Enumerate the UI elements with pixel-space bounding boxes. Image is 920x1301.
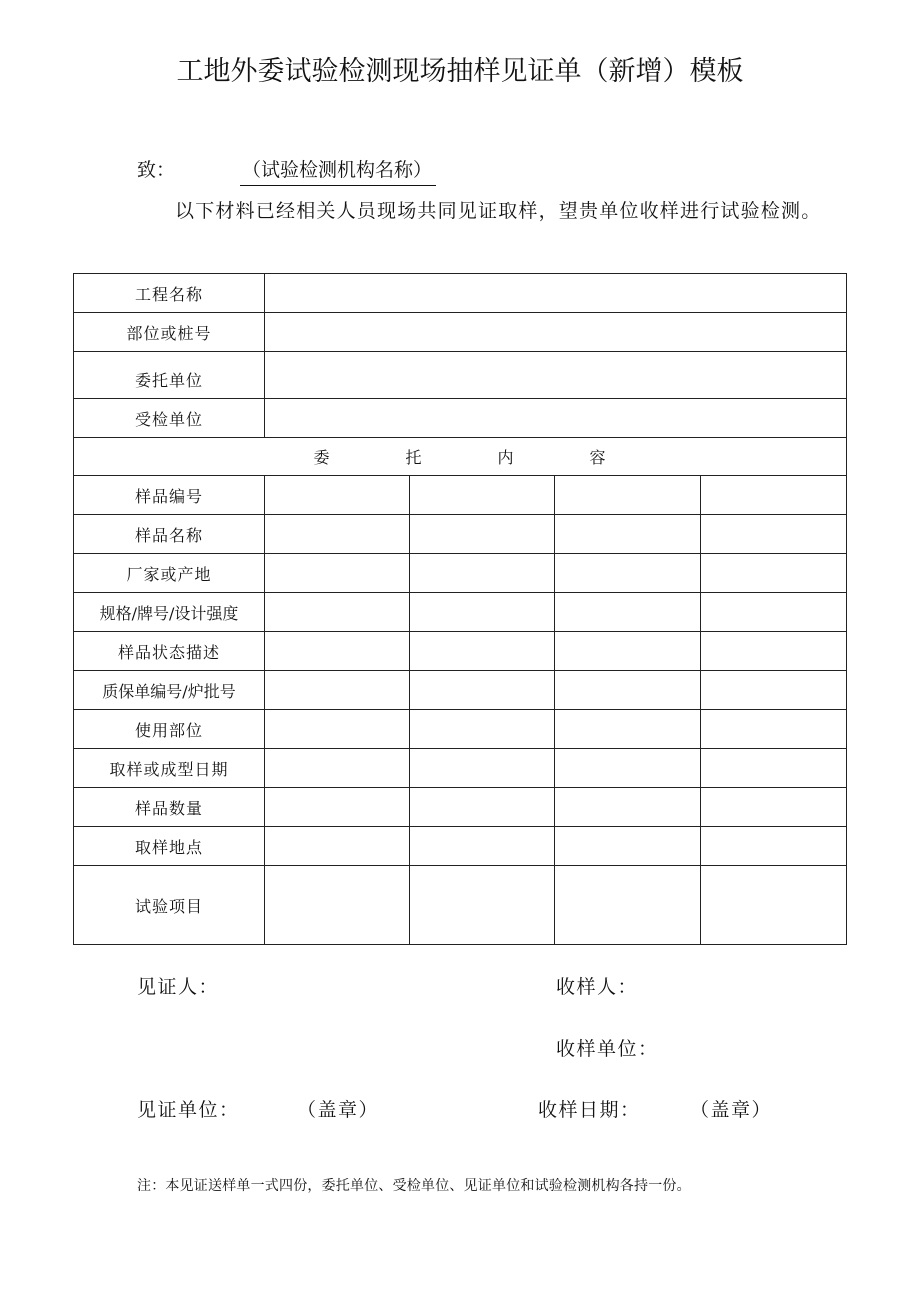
row-label: 规格/牌号/设计强度 <box>74 593 265 632</box>
sample-cell[interactable] <box>555 749 701 788</box>
sample-cell[interactable] <box>265 515 410 554</box>
row-label: 厂家或产地 <box>74 554 265 593</box>
sample-cell[interactable] <box>555 710 701 749</box>
row-label: 样品状态描述 <box>74 632 265 671</box>
section-header <box>74 438 847 476</box>
addressee-label: 致： <box>137 159 176 181</box>
row-label: 使用部位 <box>74 710 265 749</box>
sample-cell[interactable] <box>265 827 410 866</box>
sample-cell[interactable] <box>265 632 410 671</box>
sample-cell[interactable] <box>701 632 847 671</box>
sample-cell[interactable] <box>701 749 847 788</box>
addressee-org-field[interactable]: （试验检测机构名称） <box>240 155 436 186</box>
sample-cell[interactable] <box>265 671 410 710</box>
sample-cell[interactable] <box>410 476 555 515</box>
row-label: 试验项目 <box>74 866 265 945</box>
sample-cell[interactable] <box>410 788 555 827</box>
sample-cell[interactable] <box>265 554 410 593</box>
sample-cell[interactable] <box>701 827 847 866</box>
receive-date-label: 收样日期： <box>538 1099 641 1121</box>
sample-cell[interactable] <box>555 827 701 866</box>
sample-cell[interactable] <box>555 866 701 945</box>
section-header-char: 托 <box>405 448 423 467</box>
sample-cell[interactable] <box>701 710 847 749</box>
row-label: 部位或桩号 <box>74 313 265 352</box>
table-row <box>74 554 847 593</box>
sample-cell[interactable] <box>410 632 555 671</box>
sample-cell[interactable] <box>555 788 701 827</box>
table-row <box>74 593 847 632</box>
table-row <box>74 352 847 399</box>
sample-cell[interactable] <box>555 632 701 671</box>
document-title: 工地外委试验检测现场抽样见证单（新增）模板 <box>176 56 744 87</box>
sample-cell[interactable] <box>410 866 555 945</box>
receiver-unit-label: 收样单位： <box>556 1038 659 1060</box>
sample-cell[interactable] <box>555 554 701 593</box>
sample-cell[interactable] <box>410 515 555 554</box>
sample-cell[interactable] <box>701 671 847 710</box>
sample-cell[interactable] <box>410 554 555 593</box>
sample-cell[interactable] <box>265 593 410 632</box>
sample-cell[interactable] <box>555 476 701 515</box>
table-row <box>74 476 847 515</box>
footnote: 注：本见证送样单一式四份，委托单位、受检单位、见证单位和试验检测机构各持一份。 <box>137 1178 691 1194</box>
sample-cell[interactable] <box>555 593 701 632</box>
table-row <box>74 274 847 313</box>
row-label: 取样地点 <box>74 827 265 866</box>
table-row <box>74 788 847 827</box>
row-label: 样品数量 <box>74 788 265 827</box>
section-header-row <box>74 438 847 476</box>
sample-cell[interactable] <box>265 788 410 827</box>
seal-left-label: （盖章） <box>297 1099 380 1121</box>
table-row <box>74 710 847 749</box>
row-label: 质保单编号/炉批号 <box>74 671 265 710</box>
section-header-char: 内 <box>497 448 515 467</box>
table-row <box>74 671 847 710</box>
section-header-char: 委 <box>313 448 331 467</box>
table-row <box>74 632 847 671</box>
intro-paragraph: 以下材料已经相关人员现场共同见证取样，望贵单位收样进行试验检测。 <box>175 200 822 222</box>
sample-cell[interactable] <box>410 671 555 710</box>
sample-cell[interactable] <box>701 476 847 515</box>
sample-cell[interactable] <box>410 593 555 632</box>
location-field[interactable] <box>265 313 847 352</box>
row-label: 样品编号 <box>74 476 265 515</box>
table-row <box>74 399 847 438</box>
sampling-form-table <box>73 273 847 945</box>
table-row <box>74 827 847 866</box>
table-row <box>74 515 847 554</box>
sample-cell[interactable] <box>410 749 555 788</box>
client-unit-field[interactable] <box>265 352 847 399</box>
sample-cell[interactable] <box>701 866 847 945</box>
sample-cell[interactable] <box>701 515 847 554</box>
sample-cell[interactable] <box>555 515 701 554</box>
sample-cell[interactable] <box>265 749 410 788</box>
sample-cell[interactable] <box>410 827 555 866</box>
receiver-person-label: 收样人： <box>556 976 639 998</box>
witness-unit-label: 见证单位： <box>137 1099 240 1121</box>
table-row <box>74 866 847 945</box>
row-label: 工程名称 <box>74 274 265 313</box>
sample-cell[interactable] <box>265 710 410 749</box>
witness-person-label: 见证人： <box>137 976 220 998</box>
row-label: 受检单位 <box>74 399 265 438</box>
sample-cell[interactable] <box>555 671 701 710</box>
sample-cell[interactable] <box>701 593 847 632</box>
section-header-char: 容 <box>589 448 607 467</box>
seal-right-label: （盖章） <box>690 1099 773 1121</box>
row-label: 取样或成型日期 <box>74 749 265 788</box>
sample-cell[interactable] <box>701 788 847 827</box>
inspected-unit-field[interactable] <box>265 399 847 438</box>
table-row <box>74 313 847 352</box>
row-label: 委托单位 <box>74 352 265 399</box>
row-label: 样品名称 <box>74 515 265 554</box>
table-row <box>74 749 847 788</box>
sample-cell[interactable] <box>701 554 847 593</box>
sample-cell[interactable] <box>265 476 410 515</box>
sample-cell[interactable] <box>265 866 410 945</box>
sample-cell[interactable] <box>410 710 555 749</box>
project-name-field[interactable] <box>265 274 847 313</box>
